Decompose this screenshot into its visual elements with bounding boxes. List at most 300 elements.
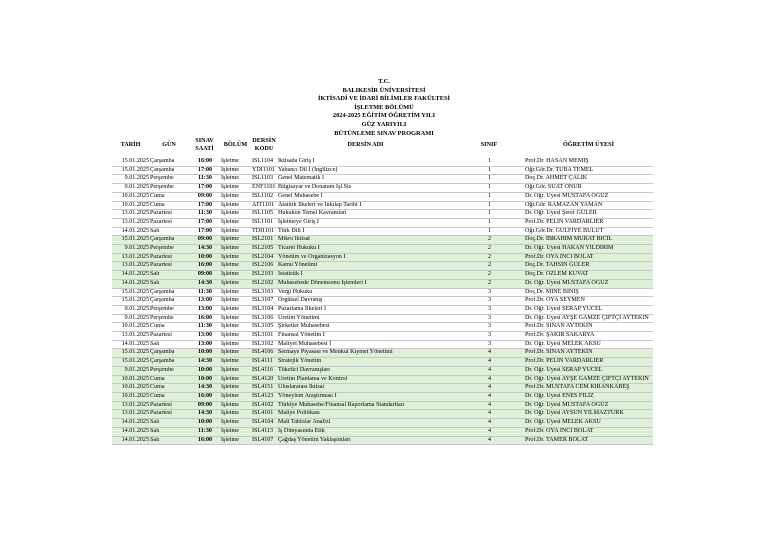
cell-ders: Türkiye Muhasebe/Finansal Raporlama Standartları [277,401,454,410]
cell-sinif: 3 [454,305,524,314]
cell-uye: Dr. Öğr. Üyesi MELEK AKSU [524,419,653,428]
cell-saat: 09:00 [189,401,220,410]
cell-sinif: 1 [454,192,524,201]
cell-tarih: 15.01.2025 [112,297,149,306]
cell-tarih: 15.01.2025 [112,236,149,245]
table-row [112,262,653,271]
col-header-saat-line2: SAATİ [195,144,214,152]
cell-saat: 11:30 [189,323,220,332]
cell-ders: Yabancı Dil I (İngilizce) [277,166,454,175]
cell-ders: Kamu Yönetimi [277,262,454,271]
cell-saat: 14:30 [189,279,220,288]
cell-tarih: 15.01.2025 [112,158,149,166]
cell-gun: Salı [149,279,189,288]
cell-gun: Çarşamba [149,288,189,297]
cell-kod: ISL2102 [251,279,277,288]
cell-sinif: 1 [454,184,524,193]
cell-gun: Pazartesi [149,253,189,262]
cell-bolum: İşletme [220,218,251,227]
cell-tarih: 9.01.2025 [112,366,149,375]
cell-gun: Pazartesi [149,332,189,341]
cell-uye: Prof.Dr. OYA SEYMEN [524,297,653,306]
cell-sinif: 1 [454,201,524,210]
cell-sinif: 4 [454,401,524,410]
cell-saat: 17:00 [189,184,220,193]
cell-ders: Şirketler Muhasebesi [277,323,454,332]
cell-uye: Prof.Dr. OYA İNCİ BOLAT [524,253,653,262]
cell-sinif: 4 [454,358,524,367]
cell-ders: İş Dünyasında Etik [277,427,454,436]
cell-saat: 14:30 [189,410,220,419]
cell-kod: ISL4123 [251,392,277,401]
cell-uye: Dr. Öğr. Üyesi MUSTAFA OĞUZ [524,192,653,201]
cell-saat: 16:00 [189,314,220,323]
cell-tarih: 14.01.2025 [112,340,149,349]
cell-sinif: 4 [454,349,524,358]
cell-uye: Prof.Dr. PELİN VARDARLIER [524,218,653,227]
cell-sinif: 2 [454,279,524,288]
cell-tarih: 9.01.2025 [112,184,149,193]
cell-gun: Perşembe [149,366,189,375]
cell-tarih: 14.01.2025 [112,279,149,288]
cell-uye: Doç.Dr. MİNE BİNİŞ [524,288,653,297]
cell-tarih: 14.01.2025 [112,419,149,428]
cell-uye: Doç.Dr. AHMET ÇALIK [524,175,653,184]
cell-saat: 13:00 [189,297,220,306]
col-header-kod [251,131,277,158]
header-department: İŞLETME BÖLÜMÜ [354,103,414,111]
cell-uye: Öğr.Gör.Dr. GÜLFİYE BULUT [524,227,653,236]
cell-bolum: İşletme [220,227,251,236]
table-row [112,297,653,306]
cell-bolum: İşletme [220,305,251,314]
cell-tarih: 10.01.2025 [112,375,149,384]
cell-gun: Çarşamba [149,236,189,245]
cell-bolum: İşletme [220,297,251,306]
table-row [112,305,653,314]
cell-uye: Dr. Öğr. Üyesi MELEK AKSU [524,340,653,349]
col-header-saat [189,131,220,158]
table-row [112,410,653,419]
cell-uye: Öğr.Gör.Dr. TUBA TEMEL [524,166,653,175]
table-header-row [112,131,653,158]
cell-tarih: 14.01.2025 [112,427,149,436]
cell-kod: ISL1102 [251,192,277,201]
cell-sinif: 1 [454,166,524,175]
cell-kod: ISL1104 [251,158,277,166]
cell-ders: Üretim Planlama ve Kontrol [277,375,454,384]
cell-ders: Genel Matematik I [277,175,454,184]
cell-tarih: 10.01.2025 [112,192,149,201]
cell-saat: 09:00 [189,271,220,280]
header-university: BALIKESİR ÜNİVERSİTESİ [342,86,426,94]
cell-ders: Yöneylem Araştırması I [277,392,454,401]
table-row [112,375,653,384]
cell-tarih: 13.01.2025 [112,410,149,419]
cell-bolum: İşletme [220,375,251,384]
cell-ders: Yönetim ve Organizasyon I [277,253,454,262]
cell-gun: Salı [149,340,189,349]
table-row [112,288,653,297]
cell-sinif: 4 [454,392,524,401]
cell-ders: Uluslararası İktisat [277,384,454,393]
table-row [112,253,653,262]
cell-saat: 09:00 [189,192,220,201]
cell-tarih: 13.01.2025 [112,210,149,219]
cell-ders: Stratejik Yönetim [277,358,454,367]
cell-ders: Mali Tablolar Analizi [277,419,454,428]
cell-tarih: 14.01.2025 [112,227,149,236]
table-row [112,279,653,288]
cell-bolum: İşletme [220,332,251,341]
col-header-tarih: TARİH [120,140,141,148]
cell-tarih: 9.01.2025 [112,314,149,323]
cell-saat: 10:00 [189,375,220,384]
cell-ders: Pazarlama İlkeleri I [277,305,454,314]
cell-sinif: 1 [454,227,524,236]
cell-gun: Cuma [149,392,189,401]
cell-kod: ISL1101 [251,218,277,227]
cell-bolum: İşletme [220,253,251,262]
cell-bolum: İşletme [220,366,251,375]
cell-bolum: İşletme [220,210,251,219]
cell-saat: 10:00 [189,366,220,375]
cell-kod: ISL4104 [251,419,277,428]
cell-sinif: 1 [454,210,524,219]
cell-kod: ISL3102 [251,340,277,349]
cell-saat: 17:00 [189,166,220,175]
cell-tarih: 10.01.2025 [112,384,149,393]
cell-bolum: İşletme [220,419,251,428]
cell-gun: Pazartesi [149,262,189,271]
cell-saat: 11:30 [189,427,220,436]
cell-bolum: İşletme [220,166,251,175]
cell-sinif: 2 [454,245,524,254]
cell-ders: Finansal Yönetim I [277,332,454,341]
table-row [112,245,653,254]
cell-bolum: İşletme [220,245,251,254]
table-row [112,384,653,393]
cell-gun: Cuma [149,384,189,393]
header-program-title: BÜTÜNLEME SINAV PROGRAMI [334,129,434,137]
cell-tarih: 15.01.2025 [112,166,149,175]
cell-saat: 17:00 [189,201,220,210]
cell-saat: 13:00 [189,305,220,314]
cell-bolum: İşletme [220,384,251,393]
cell-gun: Pazartesi [149,210,189,219]
table-row [112,314,653,323]
cell-tarih: 15.01.2025 [112,358,149,367]
cell-saat: 17:00 [189,227,220,236]
cell-sinif: 3 [454,340,524,349]
cell-bolum: İşletme [220,271,251,280]
cell-tarih: 13.01.2025 [112,401,149,410]
cell-kod: YDI1101 [251,166,277,175]
cell-tarih: 10.01.2025 [112,323,149,332]
cell-sinif: 4 [454,427,524,436]
table-row [112,166,653,175]
cell-tarih: 13.01.2025 [112,332,149,341]
cell-bolum: İşletme [220,288,251,297]
cell-gun: Pazartesi [149,218,189,227]
exam-schedule-table [112,131,653,445]
cell-bolum: İşletme [220,314,251,323]
cell-gun: Çarşamba [149,349,189,358]
cell-kod: ISL3104 [251,305,277,314]
cell-ders: Atatürk İlkeleri ve İnkılap Tarihi I [277,201,454,210]
cell-saat: 14:30 [189,245,220,254]
cell-bolum: İşletme [220,323,251,332]
cell-saat: 14:30 [189,384,220,393]
cell-sinif: 3 [454,332,524,341]
cell-bolum: İşletme [220,358,251,367]
cell-sinif: 3 [454,288,524,297]
cell-sinif: 3 [454,297,524,306]
cell-bolum: İşletme [220,192,251,201]
cell-uye: Prof.Dr. ŞAKİR SAKARYA [524,332,653,341]
cell-uye: Dr. Öğr. Üyesi AYSUN YILMAZTÜRK [524,410,653,419]
cell-gun: Çarşamba [149,358,189,367]
cell-sinif: 2 [454,236,524,245]
table-row [112,184,653,193]
cell-sinif: 3 [454,323,524,332]
cell-saat: 10:00 [189,419,220,428]
cell-uye: Prof.Dr. SİNAN AYTEKİN [524,323,653,332]
cell-ders: Mikro İktisat [277,236,454,245]
table-row [112,392,653,401]
cell-saat: 10:00 [189,349,220,358]
table-row [112,158,653,166]
cell-saat: 17:00 [189,218,220,227]
table-row [112,236,653,245]
table-row [112,175,653,184]
cell-uye: Öğr.Gör. SUAT ONUR [524,184,653,193]
cell-gun: Çarşamba [149,166,189,175]
cell-kod: ISL2105 [251,245,277,254]
cell-ders: Türk Dili I [277,227,454,236]
cell-gun: Perşembe [149,184,189,193]
table-row [112,218,653,227]
cell-kod: ISL2101 [251,236,277,245]
table-row [112,358,653,367]
cell-sinif: 4 [454,419,524,428]
document-header [0,78,768,138]
header-faculty: İKTİSADİ VE İDARİ BİLİMLER FAKÜLTESİ [318,95,450,103]
cell-kod: ISL4111 [251,358,277,367]
col-header-kod-line1: DERSİN [252,137,276,145]
cell-ders: Çağdaş Yönetim Yaklaşımları [277,436,454,445]
cell-uye: Prof.Dr. OYA İNCİ BOLAT [524,427,653,436]
cell-kod: ISL4120 [251,375,277,384]
cell-tarih: 9.01.2025 [112,245,149,254]
cell-tarih: 10.01.2025 [112,392,149,401]
header-line-1: T.C. [378,78,390,85]
cell-gun: Salı [149,427,189,436]
cell-uye: Prof.Dr. SİNAN AYTEKİN [524,349,653,358]
table-row [112,227,653,236]
cell-sinif: 1 [454,158,524,166]
cell-kod: ISL4101 [251,410,277,419]
cell-bolum: İşletme [220,236,251,245]
cell-ders: Bilgisayar ve Donanım İşl.Sis [277,184,454,193]
col-header-saat-line1: SINAV [195,137,214,145]
cell-gun: Perşembe [149,314,189,323]
cell-tarih: 14.01.2025 [112,436,149,445]
cell-gun: Cuma [149,201,189,210]
cell-kod: ISL1105 [251,210,277,219]
cell-kod: ISL4106 [251,349,277,358]
cell-ders: İstatistik I [277,271,454,280]
table-row [112,419,653,428]
cell-uye: Dr. Öğr. Üyesi AYŞE GAMZE ÇİFTÇİ AYTEKİN [524,314,653,323]
cell-uye: Öğr.Gör. RAMAZAN YAMAN [524,201,653,210]
cell-bolum: İşletme [220,401,251,410]
cell-tarih: 10.01.2025 [112,201,149,210]
table-row [112,332,653,341]
cell-uye: Dr. Öğr. Üyesi SERAP YÜCEL [524,366,653,375]
col-header-kod-line2: KODU [254,144,274,152]
cell-kod: TDI1101 [251,227,277,236]
cell-uye: Dr. Öğr. Üyesi SERAP YÜCEL [524,305,653,314]
cell-ders: Örgütsel Davranış [277,297,454,306]
cell-saat: 16:00 [189,436,220,445]
table-row [112,201,653,210]
header-academic-year: 2024-2025 EĞİTİM ÖĞRETİM YILI [332,112,436,120]
table-row [112,210,653,219]
table-row [112,349,653,358]
cell-gun: Perşembe [149,305,189,314]
cell-uye: Doç.Dr. TAHSİN GÜLER [524,262,653,271]
cell-saat: 11:30 [189,288,220,297]
cell-kod: ISL4151 [251,384,277,393]
cell-sinif: 1 [454,218,524,227]
table-row [112,340,653,349]
cell-bolum: İşletme [220,340,251,349]
cell-kod: ISL2103 [251,271,277,280]
cell-saat: 16:00 [189,158,220,166]
cell-ders: Ticaret Hukuku I [277,245,454,254]
cell-ders: Üretim Yönetimi [277,314,454,323]
cell-sinif: 1 [454,175,524,184]
col-header-sinif: SINIF [480,140,498,148]
cell-tarih: 9.01.2025 [112,305,149,314]
col-header-gun: GÜN [162,140,176,148]
cell-saat: 14:30 [189,358,220,367]
cell-bolum: İşletme [220,184,251,193]
cell-uye: Doç.Dr. ÖZLEM KUVAT [524,271,653,280]
table-row [112,323,653,332]
cell-uye: Prof.Dr. TAMER BOLAT [524,436,653,445]
cell-kod: ISL2104 [251,253,277,262]
cell-uye: Dr. Öğr. Üyesi ENES FİLİZ [524,392,653,401]
cell-saat: 16:00 [189,262,220,271]
cell-saat: 09:00 [189,236,220,245]
cell-tarih: 13.01.2025 [112,253,149,262]
cell-uye: Doç.Dr. İBRAHİM MURAT BİCİL [524,236,653,245]
cell-sinif: 4 [454,375,524,384]
cell-bolum: İşletme [220,279,251,288]
cell-sinif: 2 [454,271,524,280]
cell-saat: 11:30 [189,210,220,219]
cell-sinif: 2 [454,253,524,262]
cell-kod: ISL3106 [251,314,277,323]
cell-bolum: İşletme [220,262,251,271]
cell-sinif: 4 [454,366,524,375]
cell-kod: ENF1101 [251,184,277,193]
cell-kod: ISL4107 [251,436,277,445]
col-header-uye: ÖĞRETİM ÜYESİ [562,140,615,148]
cell-kod: ISL3101 [251,332,277,341]
cell-bolum: İşletme [220,427,251,436]
cell-sinif: 4 [454,410,524,419]
cell-bolum: İşletme [220,349,251,358]
cell-uye: Dr. Öğr. Üyesi MUSTAFA OĞUZ [524,279,653,288]
cell-gun: Pazartesi [149,410,189,419]
cell-ders: İşletmeye Giriş I [277,218,454,227]
cell-sinif: 2 [454,262,524,271]
cell-uye: Dr. Öğr. Üyesi Şeref GÜLER [524,210,653,219]
cell-ders: Hukukun Temel Kavramları [277,210,454,219]
cell-tarih: 14.01.2025 [112,271,149,280]
cell-gun: Cuma [149,323,189,332]
cell-bolum: İşletme [220,175,251,184]
col-header-bolum: BÖLÜM [223,140,248,148]
cell-bolum: İşletme [220,410,251,419]
cell-bolum: İşletme [220,201,251,210]
cell-kod: ISL1103 [251,175,277,184]
cell-tarih: 15.01.2025 [112,288,149,297]
table-row [112,427,653,436]
table-row [112,401,653,410]
cell-bolum: İşletme [220,392,251,401]
cell-tarih: 15.01.2025 [112,349,149,358]
cell-gun: Salı [149,227,189,236]
cell-saat: 13:00 [189,340,220,349]
cell-gun: Salı [149,271,189,280]
cell-saat: 16:00 [189,392,220,401]
cell-kod: ISL3107 [251,297,277,306]
cell-bolum: İşletme [220,436,251,445]
cell-kod: ISL3103 [251,288,277,297]
col-header-ders: DERSİN ADI [347,140,384,148]
table-body [112,158,653,445]
cell-gun: Çarşamba [149,158,189,166]
cell-sinif: 4 [454,384,524,393]
table-row [112,436,653,445]
cell-uye: Dr. Öğr. Üyesi MUSTAFA OĞUZ [524,401,653,410]
cell-kod: ISL4102 [251,401,277,410]
cell-ders: İktisada Giriş I [277,158,454,166]
cell-saat: 10:00 [189,253,220,262]
cell-gun: Perşembe [149,175,189,184]
cell-tarih: 9.01.2025 [112,175,149,184]
cell-gun: Perşembe [149,245,189,254]
table-row [112,271,653,280]
cell-ders: Maliye Politikası [277,410,454,419]
cell-gun: Salı [149,419,189,428]
cell-ders: Vergi Hukuku [277,288,454,297]
cell-ders: Tüketici Davranışları [277,366,454,375]
table-row [112,366,653,375]
cell-gun: Çarşamba [149,297,189,306]
cell-uye: Prof.Dr. PELİN VARDARLIER [524,358,653,367]
cell-ders: Sermaye Piyasası ve Menkul Kıymet Yönetimi [277,349,454,358]
cell-ders: Muhasebede Dönemsonu İşlemleri I [277,279,454,288]
cell-ders: Genel Muhasebe I [277,192,454,201]
cell-kod: ISL4116 [251,366,277,375]
cell-sinif: 4 [454,436,524,445]
cell-uye: Prof.Dr. MUSTAFA CEM KIRANKABEŞ [524,384,653,393]
